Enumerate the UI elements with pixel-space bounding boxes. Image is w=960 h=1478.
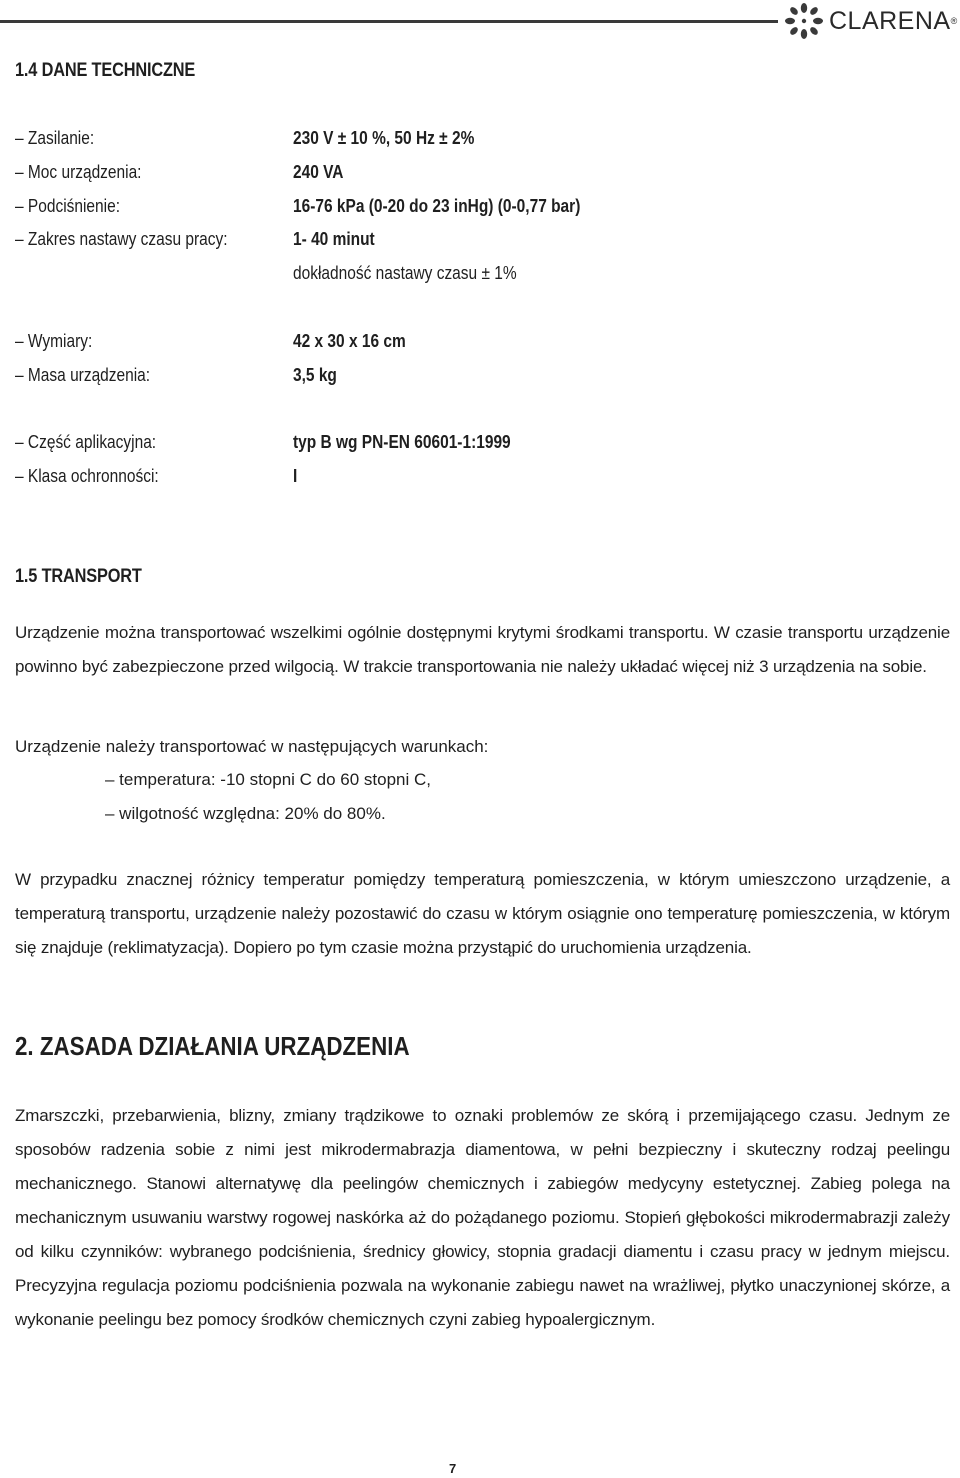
spec-row [15, 194, 935, 218]
section-title-principle: 2. ZASADA DZIAŁANIA URZĄDZENIA [15, 1031, 410, 1061]
spec-row [15, 160, 935, 184]
header-rule [0, 20, 778, 23]
transport-condition-humidity: – wilgotność względna: 20% do 80%. [105, 804, 386, 823]
page-number: 7 [449, 1461, 457, 1476]
transport-paragraph: Urządzenie można transportować wszelkimi ogólnie dostępnymi krytymi środkami transportu. W czasie transportu urządzenie powinno być zabezpieczone przed wilgocią. W trakcie transportowania nie należy układać więcej niż 3 urządzenia na sobie. [15, 623, 950, 676]
spec-label: – Część aplikacyjna: [15, 432, 157, 452]
spec-label: – Wymiary: [15, 331, 93, 351]
spec-label: – Masa urządzenia: [15, 365, 151, 385]
spec-value: typ B wg PN-EN 60601-1:1999 [293, 432, 511, 452]
spec-label: – Podciśnienie: [15, 196, 121, 216]
spec-row [15, 329, 935, 353]
principle-paragraph: Zmarszczki, przebarwienia, blizny, zmiany trądzikowe to oznaki problemów ze skórą i przemijającego czasu. Jednym ze sposobów radzenia sobie z nimi jest mikrodermabrazja diamentowa, w pełni bezpieczny i skuteczny rodzaj peelingu mechanicznego. Stanowi alternatywę dla peelingów chemicznych i zabiegów medycyny estetycznej. Zabieg polega na mechanicznym usuwaniu warstwy rogowej naskórka aż do pożądanego poziomu. Stopień głębokości mikrodermabrazji zależy od kilku czynników: wybranego podciśnienia, średnicy głowicy, stopnia gradacji diamentu i czasu pracy w jednym miejscu. Precyzyjna regulacja poziomu podciśnienia pozwala na wykonanie zabiegu nawet na wrażliwej, płytko unaczynionej skórze, a wykonanie peelingu bez pomocy środków chemicznych czyni zabieg hypoalergicznym. [15, 1106, 950, 1329]
spec-row [15, 227, 935, 251]
spec-value: 3,5 kg [293, 365, 337, 385]
spec-row [15, 126, 935, 150]
spec-row [15, 430, 935, 454]
reclimatization-paragraph: W przypadku znacznej różnicy temperatur pomiędzy temperaturą pomieszczenia, w którym umieszczono urządzenie, a temperaturą transportu, urządzenie należy pozostawić do czasu w którym osiągnie ono temperaturę pomieszczenia, w którym się znajduje (reklimatyzacja). Dopiero po tym czasie można przystąpić do uruchomienia urządzenia. [15, 870, 950, 957]
transport-conditions-intro: Urządzenie należy transportować w następujących warunkach: [15, 737, 489, 756]
spec-value: 230 V ± 10 %, 50 Hz ± 2% [293, 128, 475, 148]
registered-mark: ® [950, 16, 958, 26]
section-title-transport: 1.5 TRANSPORT [15, 566, 142, 587]
spec-row [15, 261, 935, 285]
section-title-technical-data: 1.4 DANE TECHNICZNE [15, 60, 196, 81]
spec-value: 16-76 kPa (0-20 do 23 inHg) (0-0,77 bar) [293, 196, 581, 216]
spec-label: – Moc urządzenia: [15, 162, 142, 182]
spec-row [15, 464, 935, 488]
spec-label: – Zakres nastawy czasu pracy: [15, 229, 228, 249]
spec-label: – Zasilanie: [15, 128, 95, 148]
flower-logo-icon [782, 2, 826, 40]
spec-value: 1- 40 minut [293, 229, 375, 249]
spec-label: – Klasa ochronności: [15, 466, 159, 486]
transport-condition-temperature: – temperatura: -10 stopni C do 60 stopni C, [105, 770, 432, 789]
brand-logo [782, 2, 957, 40]
spec-value: I [293, 466, 298, 486]
brand-name: CLARENA [829, 6, 951, 35]
spec-value: 240 VA [293, 162, 344, 182]
spec-value: 42 x 30 x 16 cm [293, 331, 406, 351]
spec-value: dokładność nastawy czasu ± 1% [293, 263, 517, 283]
spec-row [15, 363, 935, 387]
